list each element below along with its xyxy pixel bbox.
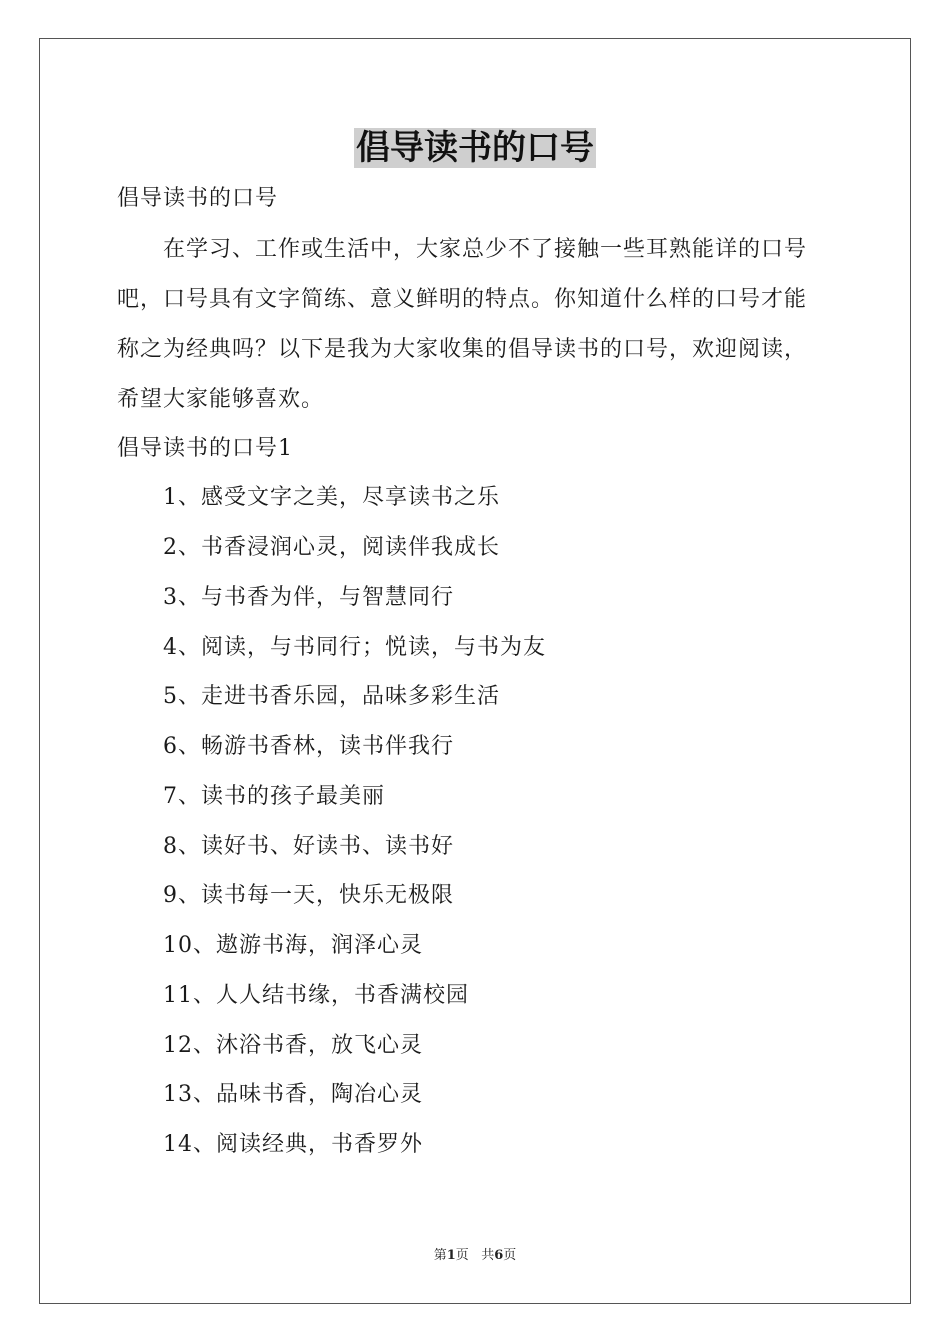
list-item: 6、畅游书香林，读书伴我行: [163, 734, 454, 759]
footer-page-prefix: 第: [433, 1248, 447, 1263]
footer-page-suffix: 页: [455, 1248, 469, 1263]
list-item: 13、品味书香，陶冶心灵: [163, 1082, 423, 1107]
footer-page-current: 1: [446, 1248, 456, 1263]
intro-line-2: 吧，口号具有文字简练、意义鲜明的特点。你知道什么样的口号才能: [117, 287, 808, 312]
title-container: [0, 128, 950, 168]
list-item: 4、阅读，与书同行；悦读，与书为友: [163, 635, 546, 660]
list-item: 7、读书的孩子最美丽: [163, 784, 385, 809]
intro-line-4: 希望大家能够喜欢。: [117, 387, 325, 412]
list-item: 1、感受文字之美，尽享读书之乐: [163, 485, 500, 510]
page-frame: [39, 38, 911, 1304]
list-item: 8、读好书、好读书、读书好: [163, 834, 454, 859]
list-item: 12、沐浴书香，放飞心灵: [163, 1033, 423, 1058]
footer-page-total: 6: [494, 1248, 504, 1263]
document-title: 倡导读书的口号: [356, 128, 594, 168]
list-item: 5、走进书香乐园，品味多彩生活: [163, 684, 500, 709]
intro-line-1: 在学习、工作或生活中，大家总少不了接触一些耳熟能详的口号: [163, 237, 808, 262]
list-item: 9、读书每一天，快乐无极限: [163, 883, 454, 908]
list-item: 14、阅读经典，书香罗外: [163, 1132, 423, 1157]
list-item: 11、人人结书缘，书香满校园: [163, 983, 469, 1008]
list-item: 3、与书香为伴，与智慧同行: [163, 585, 454, 610]
page-footer: [0, 1247, 950, 1265]
list-item: 10、遨游书海，润泽心灵: [163, 933, 423, 958]
subtitle: 倡导读书的口号: [117, 186, 279, 211]
footer-total-suffix: 页: [503, 1248, 517, 1263]
intro-line-3: 称之为经典吗？以下是我为大家收集的倡导读书的口号，欢迎阅读，: [117, 337, 808, 362]
list-item: 2、书香浸润心灵，阅读伴我成长: [163, 535, 500, 560]
footer-total-prefix: 共: [481, 1248, 495, 1263]
section-heading: 倡导读书的口号1: [117, 436, 293, 461]
